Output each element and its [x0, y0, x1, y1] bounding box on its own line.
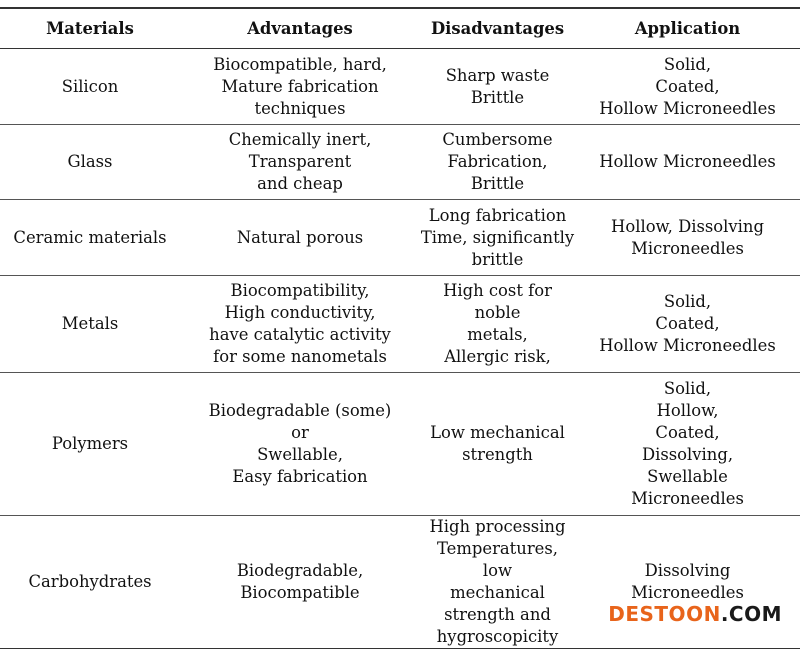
cell-text: Low mechanical strength: [430, 423, 565, 464]
cell-application: [575, 200, 800, 276]
cell-text: Biodegradable (some) or Swellable, Easy fabrication: [208, 401, 392, 486]
header-application: Application: [575, 8, 800, 49]
cell-text: Solid, Coated, Hollow Microneedles: [599, 292, 776, 355]
cell-text: Biodegradable, Biocompatible: [236, 561, 364, 602]
materials-table: [0, 7, 800, 649]
cell-material: [0, 516, 180, 649]
cell-disadvantages: [420, 276, 575, 373]
cell-advantages: [180, 516, 420, 649]
cell-text: Cumbersome Fabrication, Brittle: [442, 130, 553, 193]
watermark-tld: .COM: [720, 602, 782, 626]
cell-text: Metals: [61, 314, 119, 333]
cell-advantages: [180, 49, 420, 125]
cell-application: [575, 373, 800, 516]
cell-text: Solid, Coated, Hollow Microneedles: [599, 54, 776, 118]
cell-text: High cost for noble metals, Allergic risk,: [443, 281, 552, 366]
table-body: [0, 49, 800, 649]
cell-text: Dissolving Microneedles: [631, 561, 744, 602]
cell-text: Long fabrication Time, significantly brittle: [420, 205, 575, 269]
cell-advantages: [180, 276, 420, 373]
cell-text: Chemically inert, Transparent and cheap: [228, 130, 372, 193]
header-materials: Materials: [0, 8, 180, 49]
cell-application: [575, 49, 800, 125]
cell-advantages: [180, 125, 420, 200]
cell-text: Polymers: [51, 434, 129, 453]
header-advantages: Advantages: [180, 8, 420, 49]
cell-material: [0, 276, 180, 373]
cell-text: Carbohydrates: [28, 572, 152, 591]
table-row: [0, 125, 800, 200]
table-row: [0, 373, 800, 516]
table-row: [0, 200, 800, 276]
cell-application: [575, 125, 800, 200]
cell-text: Hollow Microneedles: [599, 152, 776, 171]
cell-application: [575, 516, 800, 649]
cell-advantages: [180, 200, 420, 276]
cell-advantages: [180, 373, 420, 516]
cell-text: High processing Temperatures, low mechanical strength and hygroscopicity: [429, 517, 566, 646]
site-watermark: [606, 602, 784, 626]
cell-material: [0, 200, 180, 276]
cell-application: [575, 276, 800, 373]
cell-text: Biocompatibility, High conductivity, have catalytic activity for some nanometals: [209, 281, 391, 366]
cell-text: Glass: [67, 152, 113, 171]
table-row: [0, 516, 800, 649]
cell-disadvantages: [420, 125, 575, 200]
watermark-brand: DESTOON: [608, 602, 721, 626]
header-disadvantages: Disadvantages: [420, 8, 575, 49]
cell-text: Sharp waste Brittle: [445, 65, 550, 107]
table-row: [0, 276, 800, 373]
cell-disadvantages: [420, 516, 575, 649]
cell-disadvantages: [420, 373, 575, 516]
cell-text: Natural porous: [236, 227, 364, 247]
cell-material: [0, 125, 180, 200]
cell-text: Biocompatible, hard, Mature fabrication techniques: [213, 54, 387, 118]
table-header: [0, 8, 800, 49]
cell-material: [0, 373, 180, 516]
cell-material: [0, 49, 180, 125]
cell-text: Hollow, Dissolving Microneedles: [611, 216, 764, 258]
cell-disadvantages: [420, 49, 575, 125]
header-row: [0, 8, 800, 49]
cell-text: Solid, Hollow, Coated, Dissolving, Swellable Microneedles: [631, 379, 744, 508]
cell-text: Silicon: [61, 76, 119, 96]
table-row: [0, 49, 800, 125]
cell-disadvantages: [420, 200, 575, 276]
cell-text: Ceramic materials: [13, 227, 167, 247]
